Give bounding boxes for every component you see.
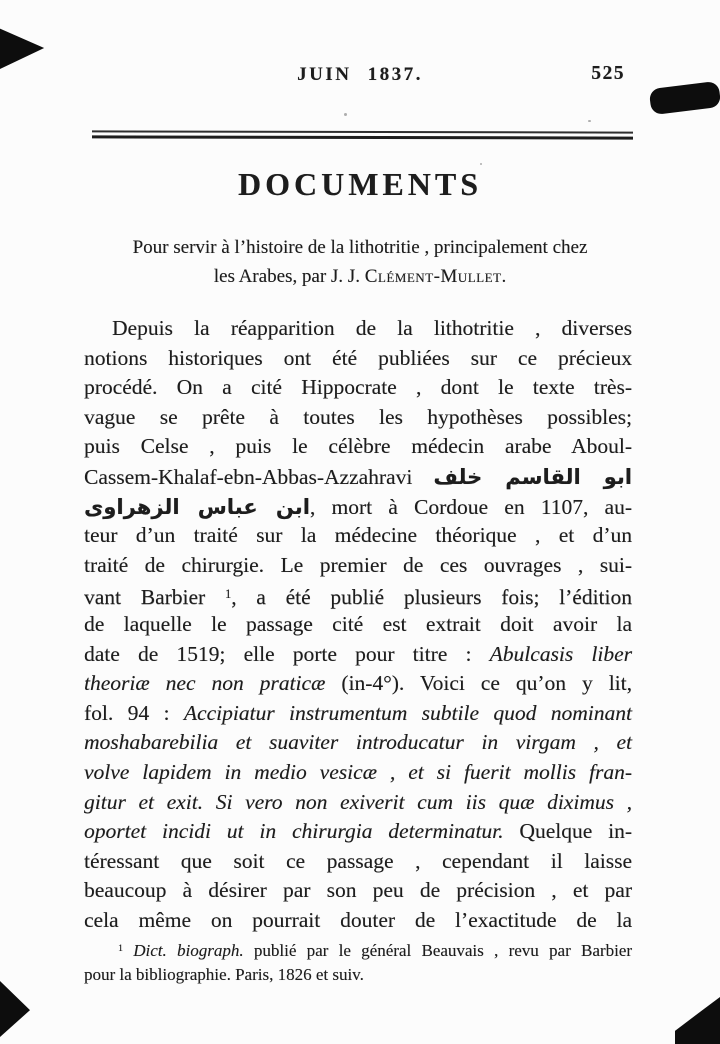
article-title: DOCUMENTS xyxy=(237,166,482,202)
text-segment: theoriæ nec non praticæ xyxy=(84,671,326,696)
text-line xyxy=(84,788,632,818)
text-segment: (in-4°). Voici ce qu’on y lit, xyxy=(325,671,632,696)
text-segment: Pour servir à l’histoire de la lithotritie , principalement chez xyxy=(132,237,588,258)
text-line xyxy=(84,580,632,610)
article-subtitle xyxy=(80,233,640,291)
rule-thick-line xyxy=(92,135,633,139)
text-line xyxy=(84,521,632,551)
text-line xyxy=(80,262,640,291)
text-segment: Depuis la réapparition de la lithotritie , diverses xyxy=(112,316,632,340)
scan-ink-mark-bottom-right xyxy=(675,997,720,1044)
text-segment: cela même on pourrait douter de l’exactitude de la xyxy=(84,907,632,932)
scan-speck xyxy=(480,163,482,165)
footnote-reference-superscript: 1 xyxy=(224,587,232,602)
text-segment: Dict. biograph. xyxy=(133,940,244,960)
text-segment: vague se prête à toutes les hypothèses possibles; xyxy=(84,404,632,429)
text-line xyxy=(84,906,632,936)
text-segment: fol. 94 : xyxy=(84,700,184,725)
footnote-reference-superscript: 1 xyxy=(118,943,123,954)
scan-speck xyxy=(344,113,347,116)
scan-ink-mark-top-right xyxy=(649,81,720,115)
text-segment: Abulcasis liber xyxy=(489,641,632,666)
arabic-inline-text: ابو القاسم خلف xyxy=(433,463,632,489)
text-segment: publié par le général Beauvais , revu par Barbier xyxy=(243,940,633,960)
text-segment: pour la bibliographie. Paris, 1826 et suiv. xyxy=(84,965,364,985)
text-segment: Clément-Mullet xyxy=(364,266,502,287)
text-segment: vant Barbier xyxy=(84,585,225,610)
text-line xyxy=(84,610,632,640)
text-segment: date de 1519; elle porte pour titre : xyxy=(84,641,490,666)
running-header-date: JUIN 1837. xyxy=(297,64,423,85)
text-line xyxy=(84,640,632,670)
text-line xyxy=(84,373,632,403)
text-line xyxy=(80,233,640,262)
text-segment: teur d’un traité sur la médecine théorique , et d’un xyxy=(84,523,632,548)
text-segment: Accipiatur instrumentum subtile quod nominant xyxy=(183,700,632,725)
text-line xyxy=(84,817,632,847)
text-segment: les Arabes, par J. J. xyxy=(213,266,365,287)
page-number: 525 xyxy=(591,63,625,84)
scan-ink-mark-top-left xyxy=(0,27,46,69)
text-line xyxy=(84,344,632,374)
text-segment: de laquelle le passage cité est extrait doit avoir la xyxy=(84,611,632,636)
scan-speck xyxy=(588,120,591,122)
text-line xyxy=(84,728,632,758)
text-segment: beaucoup à désirer par son peu de précision , et par xyxy=(84,878,632,903)
text-line xyxy=(84,937,632,963)
text-line xyxy=(84,699,632,729)
text-segment: oportet incidi ut in chirurgia determinatur. xyxy=(84,819,504,844)
arabic-inline-text: ابن عباس الزهراوى xyxy=(84,493,310,519)
text-segment: , a été publié plusieurs fois; l’édition xyxy=(231,585,632,610)
text-line xyxy=(84,551,632,581)
text-segment: volve lapidem in medio vesicæ , et si fuerit mollis fran- xyxy=(84,759,632,784)
text-segment: gitur et exit. Si vero non exiverit cum iis quæ diximus , xyxy=(84,789,632,814)
text-segment: moshabarebilia et suaviter introducatur in virgam , et xyxy=(84,730,632,755)
body-paragraph xyxy=(84,314,632,935)
text-segment xyxy=(123,941,133,960)
text-line xyxy=(84,314,632,344)
text-line xyxy=(84,876,632,906)
text-line xyxy=(84,462,632,492)
text-segment: puis Celse , puis le célèbre médecin arabe Aboul- xyxy=(84,434,632,459)
text-segment: . xyxy=(501,266,507,287)
text-segment: téressant que soit ce passage , cependant il laisse xyxy=(84,848,632,873)
text-line xyxy=(84,403,632,433)
text-segment: , mort à Cordoue en 1107, au- xyxy=(309,494,633,519)
text-line xyxy=(84,963,632,988)
text-segment: notions historiques ont été publiées sur ce précieux xyxy=(84,345,632,370)
text-segment: Cassem-Khalaf-ebn-Abbas-Azzahravi xyxy=(84,464,434,489)
text-line xyxy=(84,492,632,522)
text-segment: procédé. On a cité Hippocrate , dont le texte très- xyxy=(84,375,632,400)
double-rule-divider xyxy=(92,130,633,140)
footnote xyxy=(84,937,632,988)
text-segment: traité de chirurgie. Le premier de ces ouvrages , sui- xyxy=(84,552,632,577)
text-line xyxy=(84,669,632,699)
text-segment: Quelque in- xyxy=(503,819,633,844)
text-line xyxy=(84,432,632,462)
text-line xyxy=(84,847,632,877)
scan-ink-mark-bottom-left xyxy=(0,981,30,1037)
text-line xyxy=(84,758,632,788)
